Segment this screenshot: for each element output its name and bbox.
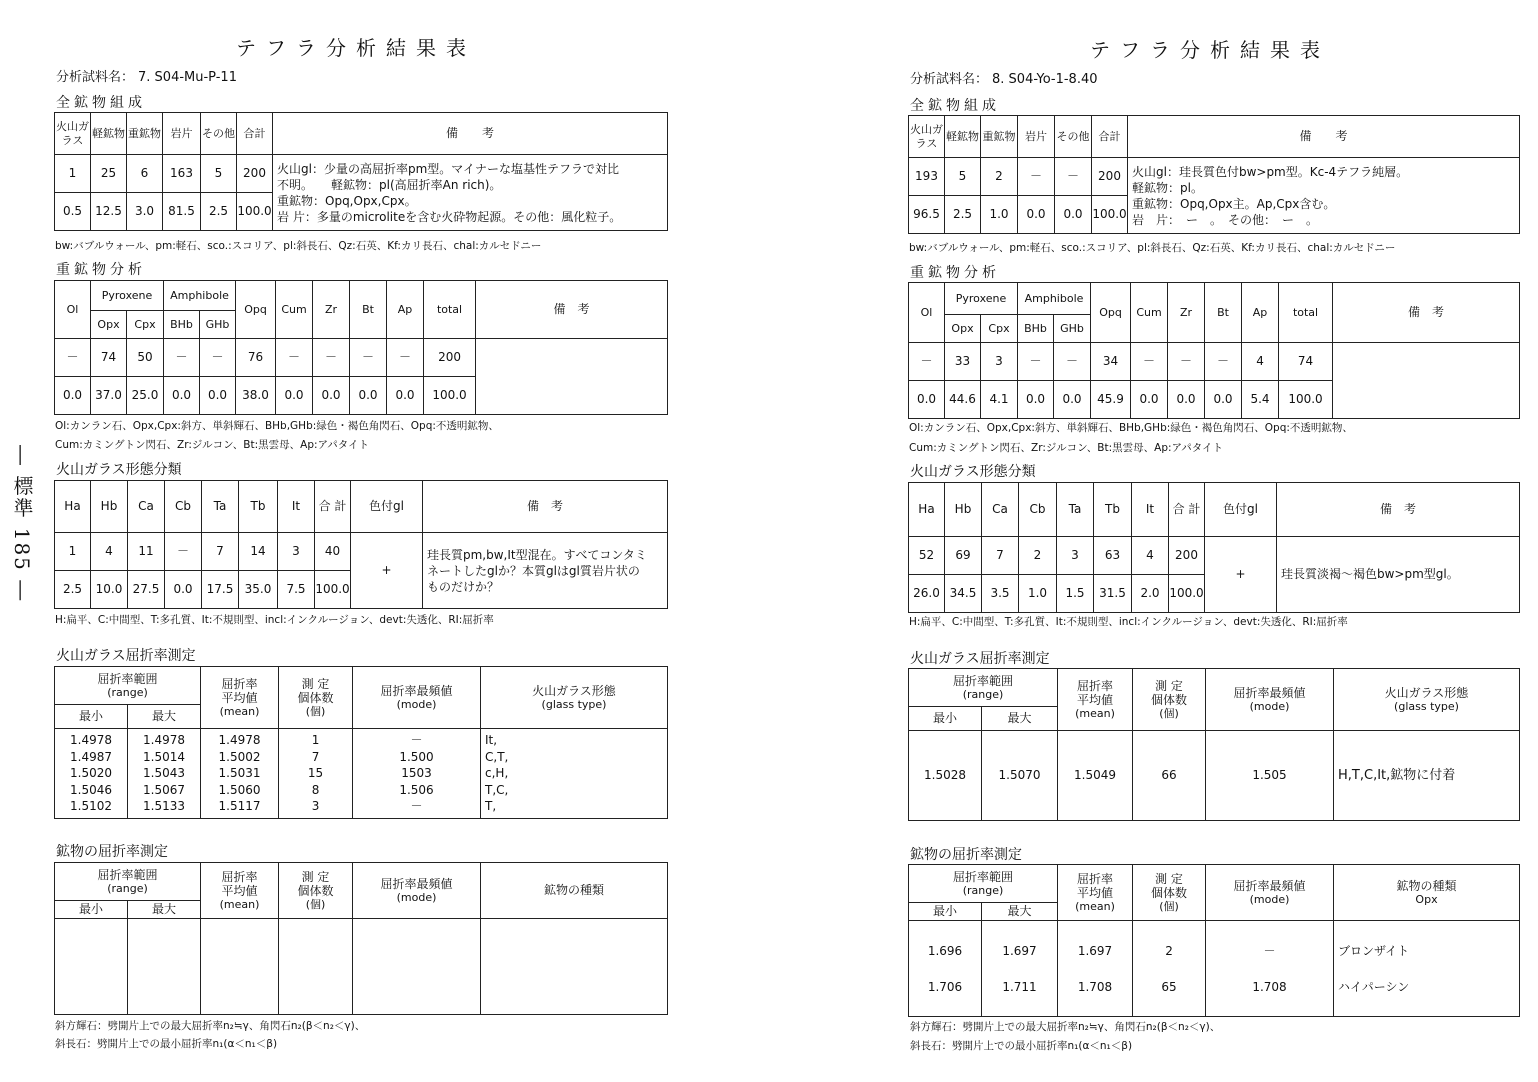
cell: 44.6 — [945, 381, 981, 419]
header-cell: 合 計 — [315, 481, 351, 533]
mineral-composition-table — [54, 112, 668, 231]
cell: 2.5 — [201, 193, 237, 231]
header-cell: 火山ガラス — [55, 113, 91, 155]
cell: 0.0 — [1054, 381, 1091, 419]
header-cell: 屈折率範囲 (range) — [909, 865, 1058, 903]
cell: 0.0 — [276, 377, 313, 415]
header-cell: 合計 — [1092, 116, 1128, 158]
header-cell: 合計 — [237, 113, 273, 155]
cell: 100.0 — [1092, 196, 1128, 234]
header-cell: 合 計 — [1169, 483, 1205, 537]
cell: 0.0 — [1168, 381, 1205, 419]
header-cell: Ta — [202, 481, 239, 533]
header-cell: Ap — [387, 281, 424, 339]
header-cell: 重鉱物 — [127, 113, 163, 155]
remarks-cell: 珪長質淡褐～褐色bw>pm型gl。 — [1277, 537, 1520, 613]
cell: 100.0 — [1279, 381, 1333, 419]
header-cell: Ol — [909, 283, 945, 343]
header-cell: GHb — [1054, 315, 1091, 343]
header-cell: Ta — [1057, 483, 1094, 537]
cell: 100.0 — [1169, 575, 1205, 613]
cell: 1.5070 — [982, 731, 1058, 821]
header-cell: 軽鉱物 — [945, 116, 981, 158]
header-cell: Tb — [239, 481, 278, 533]
cell: － 1.708 — [1206, 921, 1334, 1017]
header-cell: 屈折率 平均値 (mean) — [1058, 669, 1133, 731]
cell: 66 — [1133, 731, 1206, 821]
cell: 0.0 — [165, 571, 202, 609]
cell: 81.5 — [163, 193, 201, 231]
cell — [128, 919, 201, 1015]
header-cell: BHb — [1018, 315, 1054, 343]
cell: 4 — [1132, 537, 1169, 575]
heavy-mineral-table — [908, 282, 1520, 419]
cell: 27.5 — [128, 571, 165, 609]
cell: 200 — [424, 339, 476, 377]
header-cell: 軽鉱物 — [91, 113, 127, 155]
cell: 63 — [1094, 537, 1132, 575]
min-values: 1.4978 1.4987 1.5020 1.5046 1.5102 — [55, 729, 128, 819]
header-cell: Bt — [350, 281, 387, 339]
cell: 6 — [127, 155, 163, 193]
cell: 0.0 — [1205, 381, 1242, 419]
header-cell: 備 考 — [423, 481, 668, 533]
header-cell: Ca — [982, 483, 1019, 537]
cell: － — [165, 533, 202, 571]
header-cell: 屈折率 平均値 (mean) — [201, 667, 279, 729]
header-cell: Cb — [1019, 483, 1057, 537]
cell: 2 — [1019, 537, 1057, 575]
page-number: ― 標準 185 ― — [10, 445, 34, 603]
header-cell: Ha — [909, 483, 945, 537]
cell: 2 65 — [1133, 921, 1206, 1017]
cell: 26.0 — [909, 575, 945, 613]
type-values: It, C,T, c,H, T,C, T, — [481, 729, 668, 819]
header-cell: Ha — [55, 481, 91, 533]
cell: 0.0 — [164, 377, 200, 415]
footnote: 斜長石：劈開片上での最小屈折率n₁(α＜n₁＜β) — [910, 1040, 1133, 1052]
cell: 0.0 — [1131, 381, 1168, 419]
header-cell: 屈折率範囲 (range) — [909, 669, 1058, 707]
page-title: テフラ分析結果表 — [1090, 38, 1330, 62]
cell: 25 — [91, 155, 127, 193]
cell: 0.0 — [200, 377, 236, 415]
header-cell: 岩片 — [1018, 116, 1055, 158]
glass-morphology-table — [908, 482, 1520, 613]
cell: 7 — [202, 533, 239, 571]
header-cell: その他 — [1055, 116, 1092, 158]
cell: 31.5 — [1094, 575, 1132, 613]
cell: 200 — [237, 155, 273, 193]
cell: 5 — [945, 158, 981, 196]
header-cell: 屈折率範囲 (range) — [55, 863, 201, 901]
cell: 40 — [315, 533, 351, 571]
header-cell: 火山ガラス — [909, 116, 945, 158]
cell: 0.0 — [1055, 196, 1092, 234]
remarks-cell — [1333, 343, 1520, 419]
cell: 0.0 — [55, 377, 91, 415]
cell: 74 — [1279, 343, 1333, 381]
footnote: bw:バブルウォール、pm:軽石、sco.:スコリア、pl:斜長石、Qz:石英、Kf:カリ長石、chal:カルセドニー — [55, 240, 542, 252]
header-cell: 備 考 — [1333, 283, 1520, 343]
header-cell: 最小 — [55, 901, 128, 919]
cell: 7 — [982, 537, 1019, 575]
cell: 25.0 — [127, 377, 164, 415]
cell: 52 — [909, 537, 945, 575]
cell: 3 — [278, 533, 315, 571]
mineral-composition-table — [908, 115, 1520, 234]
footnote: 斜方輝石：劈開片上での最大屈折率n₂≒γ、角閃石n₂(β＜n₂＜γ)、 — [910, 1021, 1221, 1033]
cell: 69 — [945, 537, 982, 575]
header-cell: 最大 — [982, 903, 1058, 921]
cell: 74 — [91, 339, 127, 377]
footnote: H:扁平、C:中間型、T:多孔質、It:不規則型、incl:インクルージョン、devt:失透化、RI:屈折率 — [909, 616, 1348, 628]
cell: 100.0 — [237, 193, 273, 231]
cell — [481, 919, 668, 1015]
remarks-cell — [476, 339, 668, 415]
header-cell: Ol — [55, 281, 91, 339]
cell: 2.0 — [1132, 575, 1169, 613]
header-cell: 屈折率最頻値 (mode) — [353, 667, 481, 729]
cell: 200 — [1092, 158, 1128, 196]
mineral-ri-table — [54, 862, 668, 1015]
cell: 11 — [128, 533, 165, 571]
cell: 5.4 — [1242, 381, 1279, 419]
remarks-cell: 火山gl：少量の高屈折率pm型。マイナーな塩基性テフラで対比 不明。 軽鉱物：pl(高屈折率An rich)。 重鉱物：Opq,Opx,Cpx。 岩 片：多量のmicroliteを含む火砕物起源。その他：風化粒子。 — [273, 155, 668, 231]
section-title-glass-ri: 火山ガラス屈折率測定 — [910, 651, 1050, 667]
cell: － — [164, 339, 200, 377]
cell: 5 — [201, 155, 237, 193]
remarks-cell: 珪長質pm,bw,It型混在。すべてコンタミ ネートしたglか？本質glはgl質岩片状の ものだけか？ — [423, 533, 668, 609]
section-title-mineral-ri: 鉱物の屈折率測定 — [56, 844, 168, 860]
header-cell: 色付gl — [351, 481, 423, 533]
cell: 163 — [163, 155, 201, 193]
cell: 3.5 — [982, 575, 1019, 613]
cell: － — [1054, 343, 1091, 381]
header-cell: Cpx — [981, 315, 1018, 343]
header-cell: Hb — [945, 483, 982, 537]
header-cell: Opq — [236, 281, 276, 339]
header-cell: Opx — [945, 315, 981, 343]
cell: － — [350, 339, 387, 377]
header-cell: Cb — [165, 481, 202, 533]
footnote: Cum:カミングトン閃石、Zr:ジルコン、Bt:黒雲母、Ap:アパタイト — [55, 439, 369, 451]
header-cell: total — [424, 281, 476, 339]
cell: － — [387, 339, 424, 377]
cell: 1.697 1.708 — [1058, 921, 1133, 1017]
cell — [279, 919, 353, 1015]
cell: － — [1205, 343, 1242, 381]
cell: 2.5 — [55, 571, 91, 609]
cell: 1.5049 — [1058, 731, 1133, 821]
footnote: H:扁平、C:中間型、T:多孔質、It:不規則型、incl:インクルージョン、devt:失透化、RI:屈折率 — [55, 614, 494, 626]
footnote: 斜方輝石：劈開片上での最大屈折率n₂≒γ、角閃石n₂(β＜n₂＜γ)、 — [55, 1020, 366, 1032]
cell: 7.5 — [278, 571, 315, 609]
footnote: bw:バブルウォール、pm:軽石、sco.:スコリア、pl:斜長石、Qz:石英、Kf:カリ長石、chal:カルセドニー — [909, 242, 1396, 254]
cell: 33 — [945, 343, 981, 381]
cell: 1.505 — [1206, 731, 1334, 821]
count-values: 1 7 15 8 3 — [279, 729, 353, 819]
cell — [353, 919, 481, 1015]
header-cell: その他 — [201, 113, 237, 155]
header-cell: BHb — [164, 311, 200, 339]
header-cell: 最大 — [982, 707, 1058, 731]
cell: 100.0 — [315, 571, 351, 609]
header-cell: 鉱物の種類 — [481, 863, 668, 919]
cell: － — [1131, 343, 1168, 381]
cell: 1 — [55, 155, 91, 193]
cell: － — [313, 339, 350, 377]
sample-label: 分析試料名： 7. S04-Mu-P-11 — [56, 70, 237, 85]
cell: 200 — [1169, 537, 1205, 575]
header-cell: Opq — [1091, 283, 1131, 343]
header-cell: 屈折率範囲 (range) — [55, 667, 201, 705]
header-cell: 備 考 — [1128, 116, 1520, 158]
glass-morphology-table — [54, 480, 668, 609]
header-cell: 岩片 — [163, 113, 201, 155]
header-cell: 最大 — [128, 901, 201, 919]
cell: 4.1 — [981, 381, 1018, 419]
cell: 3 — [1057, 537, 1094, 575]
cell: 34.5 — [945, 575, 982, 613]
cell: 38.0 — [236, 377, 276, 415]
section-title-glass-morphology: 火山ガラス形態分類 — [56, 462, 182, 478]
header-cell: Cum — [276, 281, 313, 339]
header-cell: 最小 — [909, 903, 982, 921]
cell: － — [1018, 343, 1054, 381]
section-title-glass-ri: 火山ガラス屈折率測定 — [56, 648, 196, 664]
header-cell: 測 定 個体数 (個) — [1133, 669, 1206, 731]
colored-glass-cell: + — [1205, 537, 1277, 613]
cell: 0.0 — [909, 381, 945, 419]
header-cell: 備 考 — [476, 281, 668, 339]
colored-glass-cell: + — [351, 533, 423, 609]
header-cell: Cum — [1131, 283, 1168, 343]
mode-values: － 1.500 1503 1.506 － — [353, 729, 481, 819]
cell: 100.0 — [424, 377, 476, 415]
header-cell: Pyroxene — [91, 281, 164, 311]
cell: 1.0 — [1019, 575, 1057, 613]
remarks-cell: 火山gl：珪長質色付bw>pm型。Kc-4テフラ純層。 軽鉱物：pl。 重鉱物：Opq,Opx主。Ap,Cpx含む。 岩 片： ー 。 その他： ー 。 — [1128, 158, 1520, 234]
section-title-heavy-minerals: 重鉱物分析 — [910, 265, 1000, 281]
cell: 1.696 1.706 — [909, 921, 982, 1017]
cell: 50 — [127, 339, 164, 377]
page-title: テフラ分析結果表 — [236, 36, 476, 60]
footnote: Cum:カミングトン閃石、Zr:ジルコン、Bt:黒雲母、Ap:アパタイト — [909, 442, 1223, 454]
header-cell: Pyroxene — [945, 283, 1018, 315]
header-cell: 重鉱物 — [981, 116, 1018, 158]
sample-label: 分析試料名： 8. S04-Yo-1-8.40 — [910, 72, 1098, 87]
header-cell: Zr — [313, 281, 350, 339]
header-cell: 備 考 — [273, 113, 668, 155]
cell: 0.0 — [387, 377, 424, 415]
mineral-ri-table — [908, 864, 1520, 1017]
header-cell: Amphibole — [164, 281, 236, 311]
section-title-mineral-composition: 全鉱物組成 — [910, 98, 1000, 114]
header-cell: 屈折率 平均値 (mean) — [1058, 865, 1133, 921]
header-cell: Bt — [1205, 283, 1242, 343]
cell: 2 — [981, 158, 1018, 196]
cell: 96.5 — [909, 196, 945, 234]
header-cell: 最小 — [55, 705, 128, 729]
cell: 0.0 — [313, 377, 350, 415]
section-title-heavy-minerals: 重鉱物分析 — [56, 262, 146, 278]
header-cell: 屈折率最頻値 (mode) — [1206, 669, 1334, 731]
header-cell: Hb — [91, 481, 128, 533]
header-cell: 屈折率最頻値 (mode) — [1206, 865, 1334, 921]
section-title-mineral-ri: 鉱物の屈折率測定 — [910, 847, 1022, 863]
header-cell: 火山ガラス形態 (glass type) — [481, 667, 668, 729]
header-cell: Opx — [91, 311, 127, 339]
header-cell: 屈折率 平均値 (mean) — [201, 863, 279, 919]
cell: 14 — [239, 533, 278, 571]
glass-ri-table — [54, 666, 668, 819]
header-cell: It — [278, 481, 315, 533]
header-cell: total — [1279, 283, 1333, 343]
section-title-mineral-composition: 全鉱物組成 — [56, 95, 146, 111]
heavy-mineral-table — [54, 280, 668, 415]
header-cell: 測 定 個体数 (個) — [279, 863, 353, 919]
cell: 193 — [909, 158, 945, 196]
footnote: Ol:カンラン石、Opx,Cpx:斜方、単斜輝石、BHb,GHb:緑色・褐色角閃石、Opq:不透明鉱物、 — [909, 422, 1353, 434]
cell: 1.5028 — [909, 731, 982, 821]
header-cell: Cpx — [127, 311, 164, 339]
header-cell: 屈折率最頻値 (mode) — [353, 863, 481, 919]
cell: 35.0 — [239, 571, 278, 609]
header-cell: 鉱物の種類 Opx — [1334, 865, 1520, 921]
footnote: Ol:カンラン石、Opx,Cpx:斜方、単斜輝石、BHb,GHb:緑色・褐色角閃石、Opq:不透明鉱物、 — [55, 420, 499, 432]
cell: 34 — [1091, 343, 1131, 381]
cell: 76 — [236, 339, 276, 377]
header-cell: GHb — [200, 311, 236, 339]
cell: 3.0 — [127, 193, 163, 231]
cell: 17.5 — [202, 571, 239, 609]
cell: － — [55, 339, 91, 377]
cell: H,T,C,It,鉱物に付着 — [1334, 731, 1520, 821]
cell: 12.5 — [91, 193, 127, 231]
cell: 0.0 — [1018, 381, 1054, 419]
header-cell: Zr — [1168, 283, 1205, 343]
cell — [55, 919, 128, 1015]
cell: － — [1018, 158, 1055, 196]
cell: － — [276, 339, 313, 377]
header-cell: 測 定 個体数 (個) — [279, 667, 353, 729]
section-title-glass-morphology: 火山ガラス形態分類 — [910, 464, 1036, 480]
header-cell: 最小 — [909, 707, 982, 731]
cell: 4 — [91, 533, 128, 571]
cell: 1 — [55, 533, 91, 571]
header-cell: Ap — [1242, 283, 1279, 343]
cell: 4 — [1242, 343, 1279, 381]
mean-values: 1.4978 1.5002 1.5031 1.5060 1.5117 — [201, 729, 279, 819]
cell: 1.5 — [1057, 575, 1094, 613]
header-cell: 最大 — [128, 705, 201, 729]
footnote: 斜長石：劈開片上での最小屈折率n₁(α＜n₁＜β) — [55, 1038, 278, 1050]
cell: 1.697 1.711 — [982, 921, 1058, 1017]
cell: 1.0 — [981, 196, 1018, 234]
cell: 2.5 — [945, 196, 981, 234]
glass-ri-table — [908, 668, 1520, 821]
header-cell: It — [1132, 483, 1169, 537]
header-cell: 備 考 — [1277, 483, 1520, 537]
header-cell: Amphibole — [1018, 283, 1091, 315]
cell: － — [200, 339, 236, 377]
cell: 3 — [981, 343, 1018, 381]
cell: － — [1168, 343, 1205, 381]
cell: 0.0 — [350, 377, 387, 415]
cell: 37.0 — [91, 377, 127, 415]
cell: － — [1055, 158, 1092, 196]
cell: 45.9 — [1091, 381, 1131, 419]
max-values: 1.4978 1.5014 1.5043 1.5067 1.5133 — [128, 729, 201, 819]
header-cell: 色付gl — [1205, 483, 1277, 537]
cell: 10.0 — [91, 571, 128, 609]
cell — [201, 919, 279, 1015]
cell: － — [909, 343, 945, 381]
cell: ブロンザイト ハイパーシン — [1334, 921, 1520, 1017]
cell: 0.0 — [1018, 196, 1055, 234]
header-cell: Tb — [1094, 483, 1132, 537]
header-cell: 火山ガラス形態 (glass type) — [1334, 669, 1520, 731]
header-cell: 測 定 個体数 (個) — [1133, 865, 1206, 921]
header-cell: Ca — [128, 481, 165, 533]
cell: 0.5 — [55, 193, 91, 231]
